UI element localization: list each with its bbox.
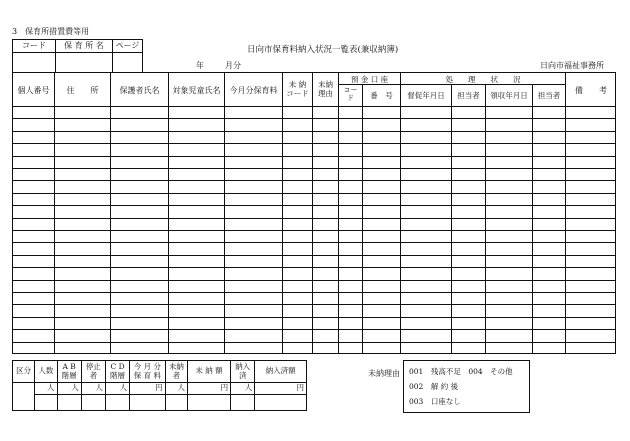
row-line	[12, 168, 616, 169]
header-staff-1: 担当者	[457, 91, 480, 100]
col-sep-9	[400, 72, 401, 354]
header-account-number: 番 号	[370, 91, 393, 100]
row-line	[12, 255, 616, 256]
row-line	[12, 205, 616, 206]
header-child: 対象児童氏名	[172, 86, 221, 95]
col-sep-8	[362, 84, 363, 354]
col-sep-11	[485, 84, 486, 354]
row-line	[12, 180, 616, 181]
summary-header: 未納 者	[165, 361, 187, 383]
reason-3: 003 口座なし	[409, 397, 461, 406]
col-sep-1	[54, 72, 55, 354]
col-sep-10	[451, 84, 452, 354]
row-line	[12, 118, 616, 119]
summary-unit: 円	[130, 383, 166, 395]
summary-header: C D 階層	[105, 361, 129, 383]
col-sep-13	[565, 72, 566, 354]
issuer-name: 日向市福祉事務所	[540, 61, 604, 70]
main-ledger	[12, 72, 616, 354]
row-line	[12, 242, 616, 243]
row-line	[12, 267, 616, 268]
summary-value	[165, 395, 187, 411]
reason-1: 001 残高不足 004 その他	[409, 367, 513, 376]
header-demand-date: 督促年月日	[407, 91, 445, 100]
header-account-code: コー ド	[343, 86, 358, 103]
row-line	[12, 342, 616, 343]
header-staff-2: 担当者	[537, 91, 561, 100]
summary-unit: 人	[165, 383, 187, 395]
summary-value	[57, 395, 81, 411]
summary-unit: 人	[57, 383, 81, 395]
row-line	[12, 304, 616, 305]
col-sep-4	[224, 72, 225, 354]
summary-unit: 人	[81, 383, 105, 395]
col-sep-7	[338, 72, 339, 354]
summary-header: 人数	[35, 361, 57, 383]
summary-unit: 人	[231, 383, 255, 395]
summary-header: 区分	[13, 361, 35, 383]
summary-unit: 人	[105, 383, 129, 395]
row-line	[12, 317, 616, 318]
summary-header: A B 階層	[57, 361, 81, 383]
summary-value	[35, 395, 57, 411]
summary-header: 停止 者	[81, 361, 105, 383]
header-fee: 今月分保育料	[229, 86, 278, 95]
col-sep-5	[282, 72, 283, 354]
header-id: 個人番号	[17, 86, 50, 95]
header-bottom-line	[12, 106, 616, 107]
facility-name-value	[56, 53, 113, 73]
header-guardian: 保護者氏名	[119, 86, 160, 95]
row-line	[12, 131, 616, 132]
page-value	[113, 53, 143, 73]
summary-header: 今 月 分 保 育 料	[130, 361, 166, 383]
row-line	[12, 280, 616, 281]
summary-value	[255, 395, 307, 411]
summary-table	[12, 360, 307, 411]
facility-name-label: 保 育 所 名	[56, 40, 113, 53]
header-address: 住 所	[66, 86, 99, 95]
code-name-page-box	[12, 39, 143, 73]
period-year: 年	[196, 61, 204, 70]
summary-unit	[13, 383, 35, 411]
summary-value	[105, 395, 129, 411]
header-remarks: 備 考	[575, 86, 607, 95]
header-process-group: 処 理 状 況	[445, 75, 521, 84]
code-value	[13, 53, 56, 73]
col-sep-6	[312, 72, 313, 354]
row-line	[12, 292, 616, 293]
header-unpaid-reason: 未納 理由	[318, 80, 333, 99]
summary-unit: 円	[187, 383, 230, 395]
col-sep-2	[110, 72, 111, 354]
summary-value	[187, 395, 230, 411]
summary-header: 未 納 額	[187, 361, 230, 383]
row-line	[12, 230, 616, 231]
summary-value	[130, 395, 166, 411]
summary-unit: 人	[35, 383, 57, 395]
row-line	[12, 143, 616, 144]
unpaid-reason-label: 未納理由	[368, 369, 400, 378]
doc-label: 3 保育所措置費等用	[12, 27, 90, 36]
row-line	[12, 329, 616, 330]
summary-header: 納入済額	[255, 361, 307, 383]
document-title: 日向市保育料納入状況一覧表(兼収納簿)	[247, 45, 399, 55]
page-label: ページ	[113, 40, 143, 53]
summary-unit: 円	[255, 383, 307, 395]
col-sep-12	[532, 84, 533, 354]
summary-value	[81, 395, 105, 411]
row-line	[12, 218, 616, 219]
header-receipt-date: 領収年月日	[490, 91, 528, 100]
col-sep-3	[168, 72, 169, 354]
header-account-group: 預 金 口 座	[350, 75, 389, 84]
row-line	[12, 193, 616, 194]
reason-2: 002 解 約 後	[409, 382, 459, 391]
summary-header: 納入 済	[231, 361, 255, 383]
code-label: コード	[13, 40, 56, 53]
summary-value	[231, 395, 255, 411]
row-line	[12, 156, 616, 157]
period-month: 月分	[225, 61, 241, 70]
header-unpaid-code: 未 納 コード	[286, 80, 309, 99]
